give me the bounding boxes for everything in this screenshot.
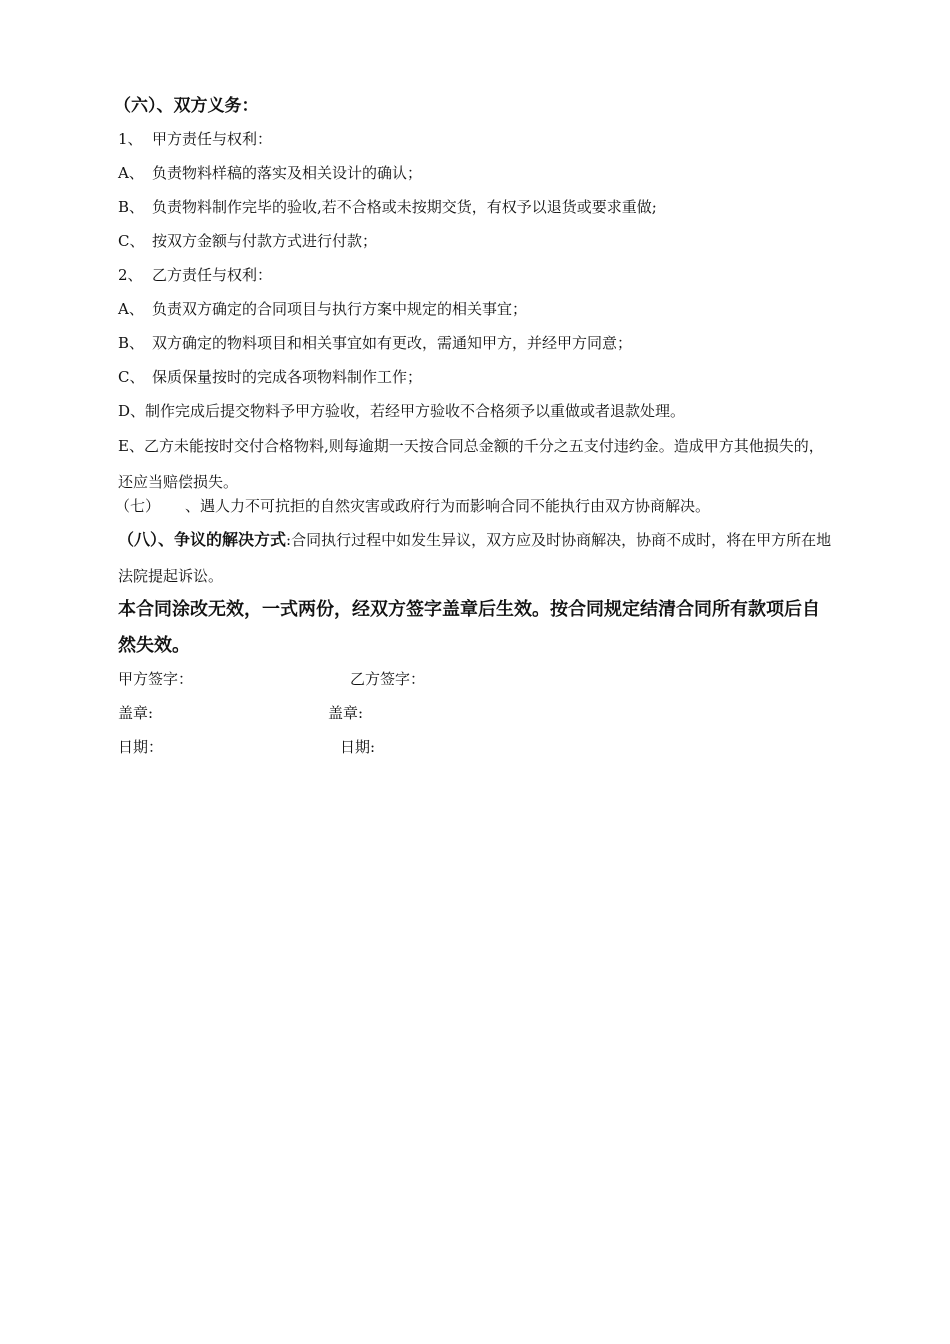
item-text: 双方确定的物料项目和相关事宜如有更改，需通知甲方，并经甲方同意；	[152, 334, 633, 352]
section-7-label: （七）	[115, 497, 161, 515]
party-a-item-c	[118, 232, 834, 251]
party-b-item-e: E、乙方未能按时交付合格物料,则每逾期一天按合同总金额的千分之五支付违约金。造成甲方其他损失的，还应当赔偿损失。	[118, 437, 824, 491]
party-a-seal-label: 盖章:	[118, 704, 154, 722]
party-b-item-b	[118, 334, 834, 353]
item-label: B、	[118, 334, 145, 352]
party-b-title	[118, 266, 834, 285]
party-b-number: 2、	[118, 266, 143, 284]
party-b-date-label: 日期:	[340, 738, 376, 756]
party-b-item-d: D、制作完成后提交物料予甲方验收，若经甲方验收不合格须予以重做或者退款处理。	[118, 402, 686, 420]
section-6-heading: （六）、双方义务：	[114, 96, 259, 116]
item-text: 保质保量按时的完成各项物料制作工作；	[152, 368, 423, 386]
party-b-item-a	[118, 300, 834, 319]
item-text: 负责双方确定的合同项目与执行方案中规定的相关事宜；	[152, 300, 528, 318]
party-a-number: 1、	[118, 130, 143, 148]
item-label: A、	[118, 164, 144, 182]
item-label: C、	[118, 232, 145, 250]
item-text: 负责物料制作完毕的验收,若不合格或未按期交货，有权予以退货或要求重做;	[152, 198, 657, 216]
party-b-seal-label: 盖章:	[328, 704, 364, 722]
signature-row	[118, 670, 834, 704]
party-b-signature-label: 乙方签字：	[350, 670, 426, 688]
party-a-title-text: 甲方责任与权利：	[152, 130, 273, 148]
section-8-heading: （八）、争议的解决方式	[118, 530, 287, 549]
item-label: C、	[118, 368, 145, 386]
item-text: 负责物料样稿的落实及相关设计的确认；	[152, 164, 423, 182]
party-b-item-c	[118, 368, 834, 387]
party-a-item-a	[118, 164, 834, 183]
date-row	[118, 738, 834, 772]
section-8	[118, 522, 834, 594]
seal-row	[118, 704, 834, 738]
item-label: B、	[118, 198, 145, 216]
contract-body	[114, 96, 834, 772]
party-b-title-text: 乙方责任与权利：	[152, 266, 273, 284]
party-a-title	[118, 130, 834, 149]
item-text: 按双方金额与付款方式进行付款；	[152, 232, 378, 250]
final-statement: 本合同涂改无效，一式两份，经双方签字盖章后生效。按合同规定结清合同所有款项后自然失效。	[118, 599, 820, 656]
item-label: A、	[118, 300, 144, 318]
party-a-item-b	[118, 198, 834, 217]
section-7-text: 、遇人力不可抗拒的自然灾害或政府行为而影响合同不能执行由双方协商解决。	[185, 497, 711, 515]
party-a-date-label: 日期：	[118, 738, 164, 756]
section-8-text: :合同执行过程中如发生异议，双方应及时协商解决，协商不成时，将在甲方所在地法院提起诉讼。	[118, 531, 832, 585]
section-7	[115, 497, 834, 516]
party-a-signature-label: 甲方签字：	[118, 670, 194, 688]
